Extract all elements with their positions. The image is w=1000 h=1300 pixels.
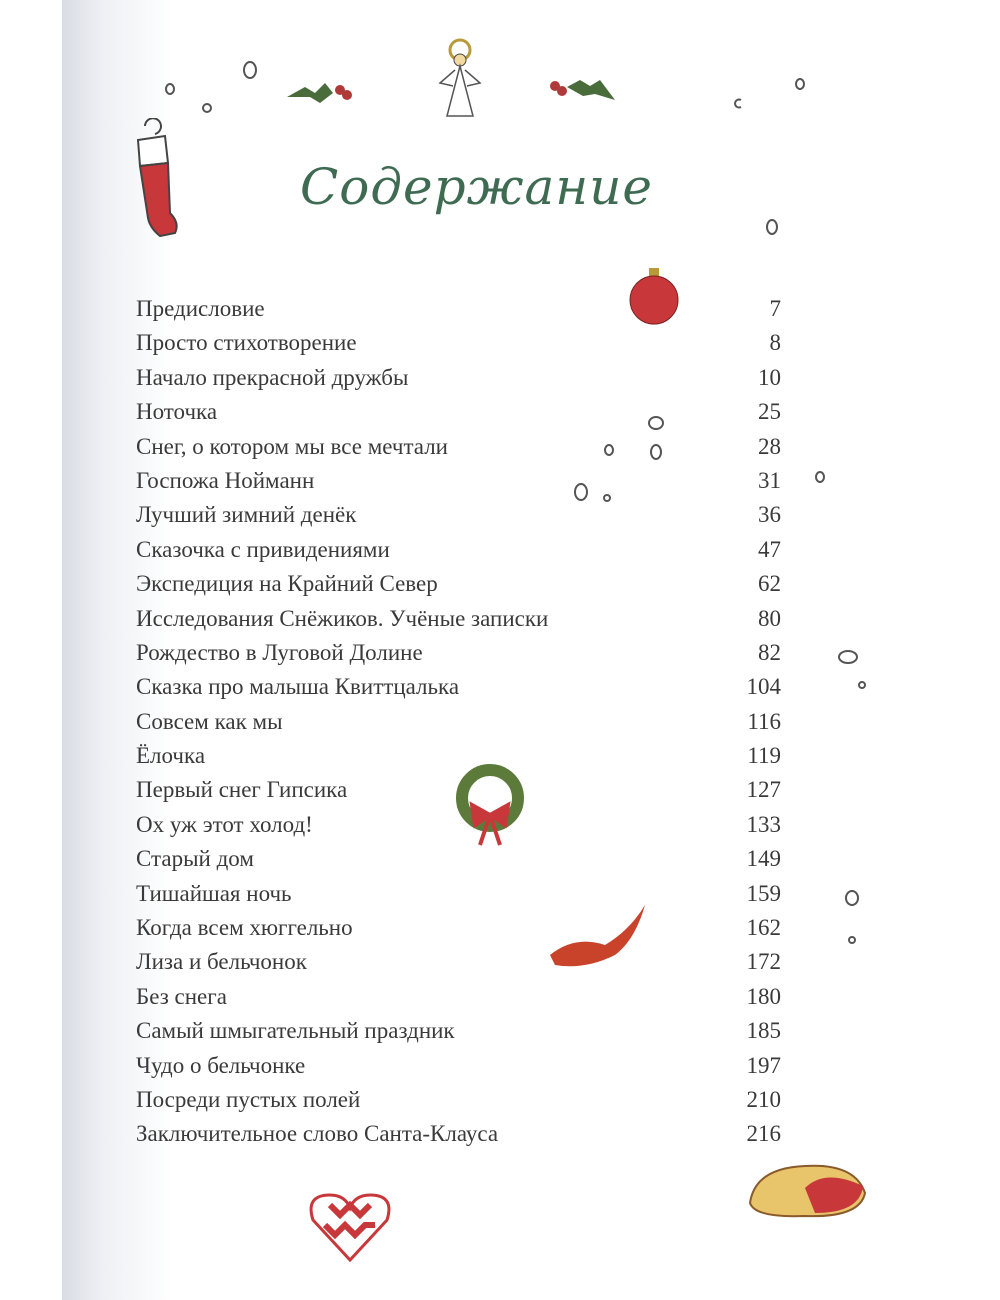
toc-entry[interactable] xyxy=(136,980,781,1014)
toc-entry-title: Посреди пустых полей xyxy=(136,1086,361,1112)
toc-entry-title: Экспедиция на Крайний Север xyxy=(136,571,438,597)
toc-entry[interactable] xyxy=(136,1117,781,1151)
toc-entry[interactable] xyxy=(136,533,781,567)
toc-entry[interactable] xyxy=(136,292,781,326)
toc-entry-title: Исследования Снёжиков. Учёные записки xyxy=(136,605,549,631)
toc-entry-page: 80 xyxy=(758,605,781,631)
toc-entry[interactable] xyxy=(136,636,781,670)
toc-entry-page: 7 xyxy=(769,296,781,321)
toc-entry-title: Совсем как мы xyxy=(136,708,283,734)
toc-entry-title: Старый дом xyxy=(136,846,254,872)
toc-entry-page: 47 xyxy=(758,536,781,562)
toc-entry-page: 116 xyxy=(747,708,781,734)
toc-entry-title: Чудо о бельчонке xyxy=(136,1052,306,1078)
toc-entry-page: 210 xyxy=(746,1086,781,1112)
toc-entry-page: 25 xyxy=(758,399,781,425)
toc-entry-page: 8 xyxy=(769,330,781,356)
toc-entry[interactable] xyxy=(136,1014,781,1048)
toc-entry-page: 31 xyxy=(758,467,781,493)
toc-entry-title: Сказка про малыша Квиттцалька xyxy=(136,674,460,700)
toc-entry-title: Лиза и бельчонок xyxy=(136,949,307,975)
toc-entry-page: 104 xyxy=(746,674,781,700)
toc-entry[interactable] xyxy=(136,842,781,876)
toc-entry[interactable] xyxy=(136,430,781,464)
toc-entry-page: 127 xyxy=(746,777,781,803)
toc-entry-title: Начало прекрасной дружбы xyxy=(136,364,409,390)
toc-entry-title: Ох уж этот холод! xyxy=(136,811,313,837)
toc-entry-title: Госпожа Нойманн xyxy=(136,467,315,493)
toc-entry[interactable] xyxy=(136,1083,781,1117)
toc-entry-title: Предисловие xyxy=(136,296,265,321)
toc-entry-page: 82 xyxy=(758,639,781,665)
toc-entry-title: Тишайшая ночь xyxy=(136,880,292,906)
toc-entry-page: 10 xyxy=(758,364,781,390)
holly-right-icon xyxy=(545,72,620,107)
toc-entry[interactable] xyxy=(136,567,781,601)
toc-entry-title: Сказочка с привидениями xyxy=(136,536,390,562)
toc-entry-title: Ноточка xyxy=(136,399,218,425)
toc-entry-title: Первый снег Гипсика xyxy=(136,777,348,803)
table-of-contents xyxy=(136,292,781,1152)
toc-entry[interactable] xyxy=(136,773,781,807)
toc-entry[interactable] xyxy=(136,739,781,773)
angel-icon xyxy=(435,38,485,123)
toc-entry-title: Снег, о котором мы все мечтали xyxy=(136,433,448,459)
toc-entry[interactable] xyxy=(136,602,781,636)
toc-entry[interactable] xyxy=(136,705,781,739)
toc-entry-page: 62 xyxy=(758,571,781,597)
toc-entry-page: 133 xyxy=(746,811,781,837)
toc-entry[interactable] xyxy=(136,911,781,945)
toc-entry-page: 197 xyxy=(746,1052,781,1078)
stollen-icon xyxy=(745,1158,870,1223)
toc-entry-title: Самый шмыгательный праздник xyxy=(136,1018,455,1044)
holly-left-icon xyxy=(285,75,360,110)
toc-entry-title: Рождество в Луговой Долине xyxy=(136,639,423,665)
toc-entry-title: Лучший зимний денёк xyxy=(136,502,357,528)
stocking-icon xyxy=(120,118,190,248)
toc-entry-page: 28 xyxy=(758,433,781,459)
toc-entry[interactable] xyxy=(136,670,781,704)
toc-entry[interactable] xyxy=(136,326,781,360)
toc-entry-title: Заключительное слово Санта-Клауса xyxy=(136,1121,499,1147)
toc-entry-title: Без снега xyxy=(136,983,227,1009)
toc-entry[interactable] xyxy=(136,945,781,979)
toc-entry[interactable] xyxy=(136,464,781,498)
toc-entry-page: 172 xyxy=(746,949,781,975)
toc-entry-page: 162 xyxy=(746,915,781,941)
toc-entry[interactable] xyxy=(136,1049,781,1083)
toc-entry-page: 185 xyxy=(746,1018,781,1044)
toc-entry[interactable] xyxy=(136,877,781,911)
toc-entry-page: 159 xyxy=(746,880,781,906)
toc-entry[interactable] xyxy=(136,808,781,842)
toc-entry-page: 119 xyxy=(747,743,781,769)
toc-entry-title: Просто стихотворение xyxy=(136,330,357,356)
toc-entry-page: 180 xyxy=(746,983,781,1009)
toc-entry[interactable] xyxy=(136,395,781,429)
toc-entry-title: Когда всем хюггельно xyxy=(136,915,353,941)
toc-entry-title: Ёлочка xyxy=(136,743,206,769)
toc-entry-page: 36 xyxy=(758,502,781,528)
page-title: Содержание xyxy=(300,158,654,216)
toc-entry-page: 216 xyxy=(746,1121,781,1147)
heart-icon xyxy=(305,1190,395,1265)
toc-entry[interactable] xyxy=(136,361,781,395)
toc-entry[interactable] xyxy=(136,498,781,532)
toc-entry-page: 149 xyxy=(746,846,781,872)
